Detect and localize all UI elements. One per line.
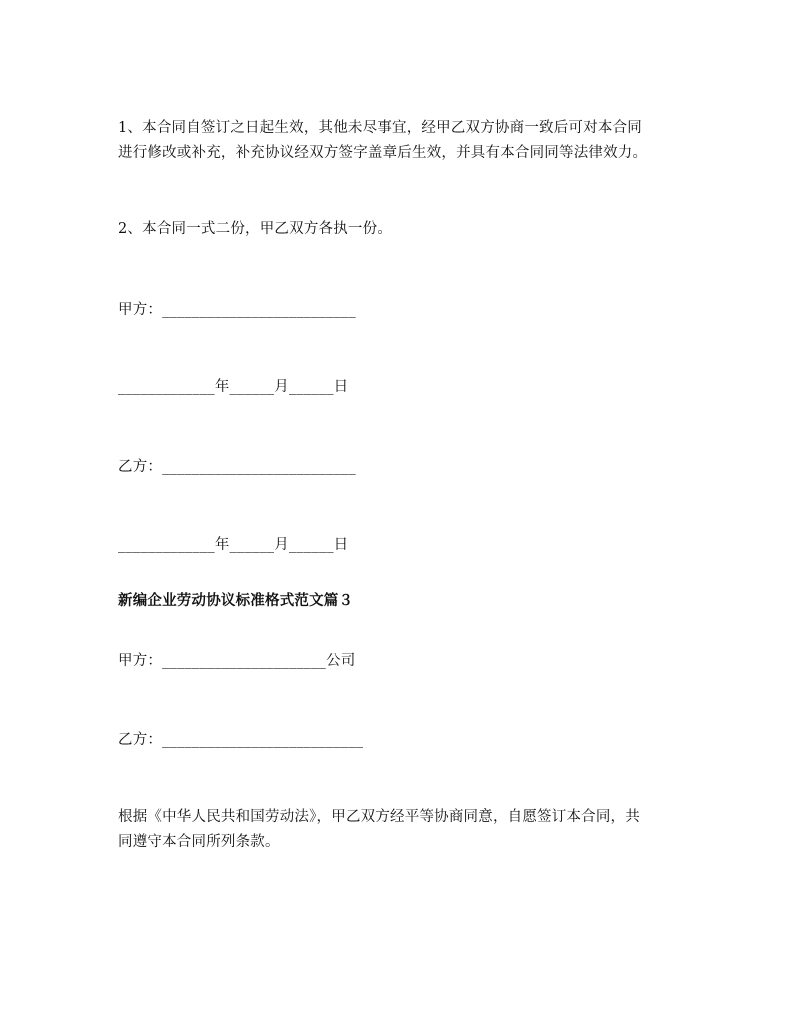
party-b: 乙方：___________________________ <box>118 732 364 748</box>
intro-line-2: 同遵守本合同所列条款。 <box>118 834 280 850</box>
intro-line-1: 根据《中华人民共和国劳动法》，甲乙双方经平等协商同意，自愿签订本合同，共 <box>118 809 640 825</box>
party-a-company: 甲方：______________________公司 <box>118 653 356 669</box>
date-line-b: _____________年______月______日 <box>118 537 349 553</box>
date-line-a: _____________年______月______日 <box>118 379 349 395</box>
section-heading: 新编企业劳动协议标准格式范文篇３ <box>118 592 354 609</box>
signature-party-a: 甲方：__________________________ <box>118 302 356 318</box>
clause-1-line-2: 进行修改或补充，补充协议经双方签字盖章后生效，并具有本合同同等法律效力。 <box>118 145 648 161</box>
clause-2: 2、本合同一式二份，甲乙双方各执一份。 <box>118 221 393 237</box>
signature-party-b: 乙方：__________________________ <box>118 459 356 475</box>
clause-1-line-1: 1、本合同自签订之日起生效，其他未尽事宜，经甲乙双方协商一致后可对本合同 <box>118 120 642 136</box>
